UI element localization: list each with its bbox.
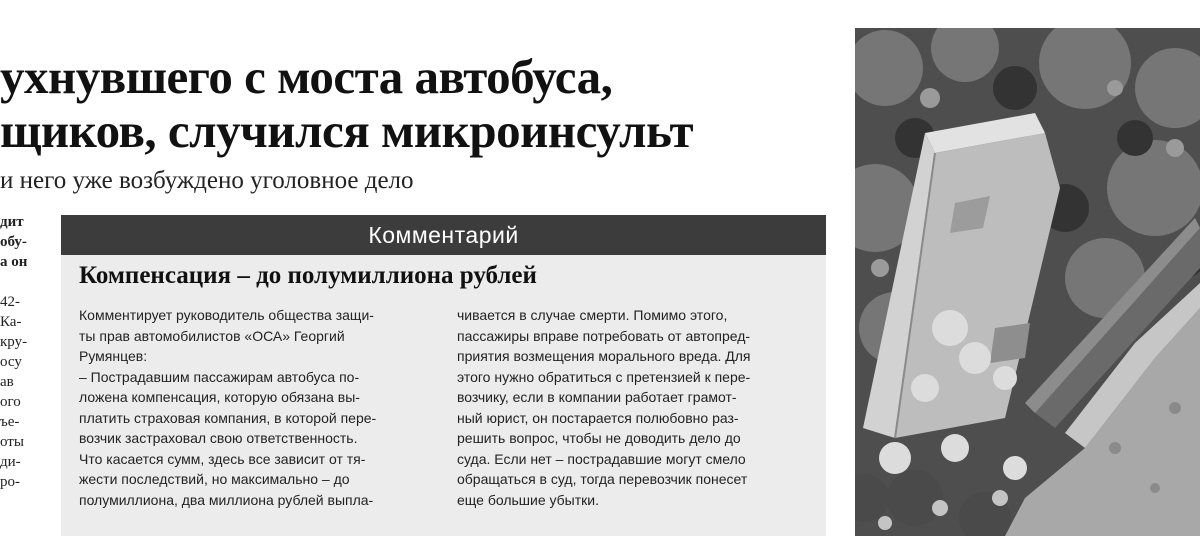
headline-line-1: ухнувшего с моста автобуса, (0, 49, 613, 104)
comment-column-2 (457, 305, 817, 510)
comment-line: пассажиры вправе потребовать от автопред- (457, 327, 751, 344)
comment-line: чивается в случае смерти. Помимо этого, (457, 307, 728, 323)
left-column-line: ав (0, 374, 14, 390)
left-column-line: а он (0, 254, 28, 270)
comment-line: ложена компенсация, которую обязана вы- (79, 389, 360, 405)
left-column-fragment (0, 212, 44, 492)
comment-box (61, 215, 826, 536)
comment-line: этого нужно обратиться с претензией к пере- (457, 368, 751, 385)
comment-column-1 (79, 305, 439, 510)
comment-line: решить вопрос, чтобы не доводить дело до (457, 430, 741, 446)
left-column-line: Ка- (0, 314, 22, 330)
comment-line: полумиллиона, два миллиона рублей выпла- (79, 491, 374, 508)
left-column-line: ого (0, 394, 21, 410)
comment-line: Румянцев: (79, 348, 148, 364)
comment-line: Комментирует руководитель общества защи- (79, 307, 374, 323)
left-column-line: ро- (0, 474, 20, 490)
comment-title: Компенсация – до полумиллиона рублей (79, 262, 537, 289)
left-column-line: ди- (0, 454, 21, 470)
left-column-line: кру- (0, 334, 28, 350)
headline-line-2: щиков, случился микроинсульт (0, 103, 694, 158)
left-column-line: обу- (0, 234, 27, 250)
comment-line: жести последствий, но максимально – до (79, 471, 350, 487)
comment-line: приятия возмещения морального вреда. Для (457, 348, 751, 364)
comment-line: ты прав автомобилистов «ОСА» Георгий (79, 327, 345, 344)
comment-line: еще большие убытки. (457, 491, 599, 508)
comment-line: возчик застраховал свою ответственность. (79, 430, 358, 446)
comment-line: Что касается сумм, здесь все зависит от тя- (79, 450, 366, 467)
comment-line: платить страховая компания, в которой пере- (79, 409, 377, 426)
left-column-line (0, 272, 44, 292)
comment-line: суда. Если нет – пострадавшие могут смело (457, 450, 746, 467)
comment-line: ный юрист, он постарается полюбовно раз- (457, 409, 739, 426)
left-column-line: ъе- (0, 414, 20, 430)
comment-line: обращаться в суд, тогда перевозчик понесет (457, 471, 748, 487)
left-column-line: 42- (0, 294, 20, 310)
left-column-line: дит (0, 214, 24, 230)
comment-line: – Пострадавшим пассажирам автобуса по- (79, 368, 360, 385)
left-column-line: оты (0, 434, 24, 450)
subheadline: и него уже возбуждено уголовное дело (0, 167, 414, 194)
comment-line: возчику, если в компании работает грамот- (457, 389, 737, 405)
comment-header: Комментарий (61, 215, 826, 255)
bus-wreck-photo (855, 28, 1200, 536)
left-column-line: осу (0, 354, 22, 370)
